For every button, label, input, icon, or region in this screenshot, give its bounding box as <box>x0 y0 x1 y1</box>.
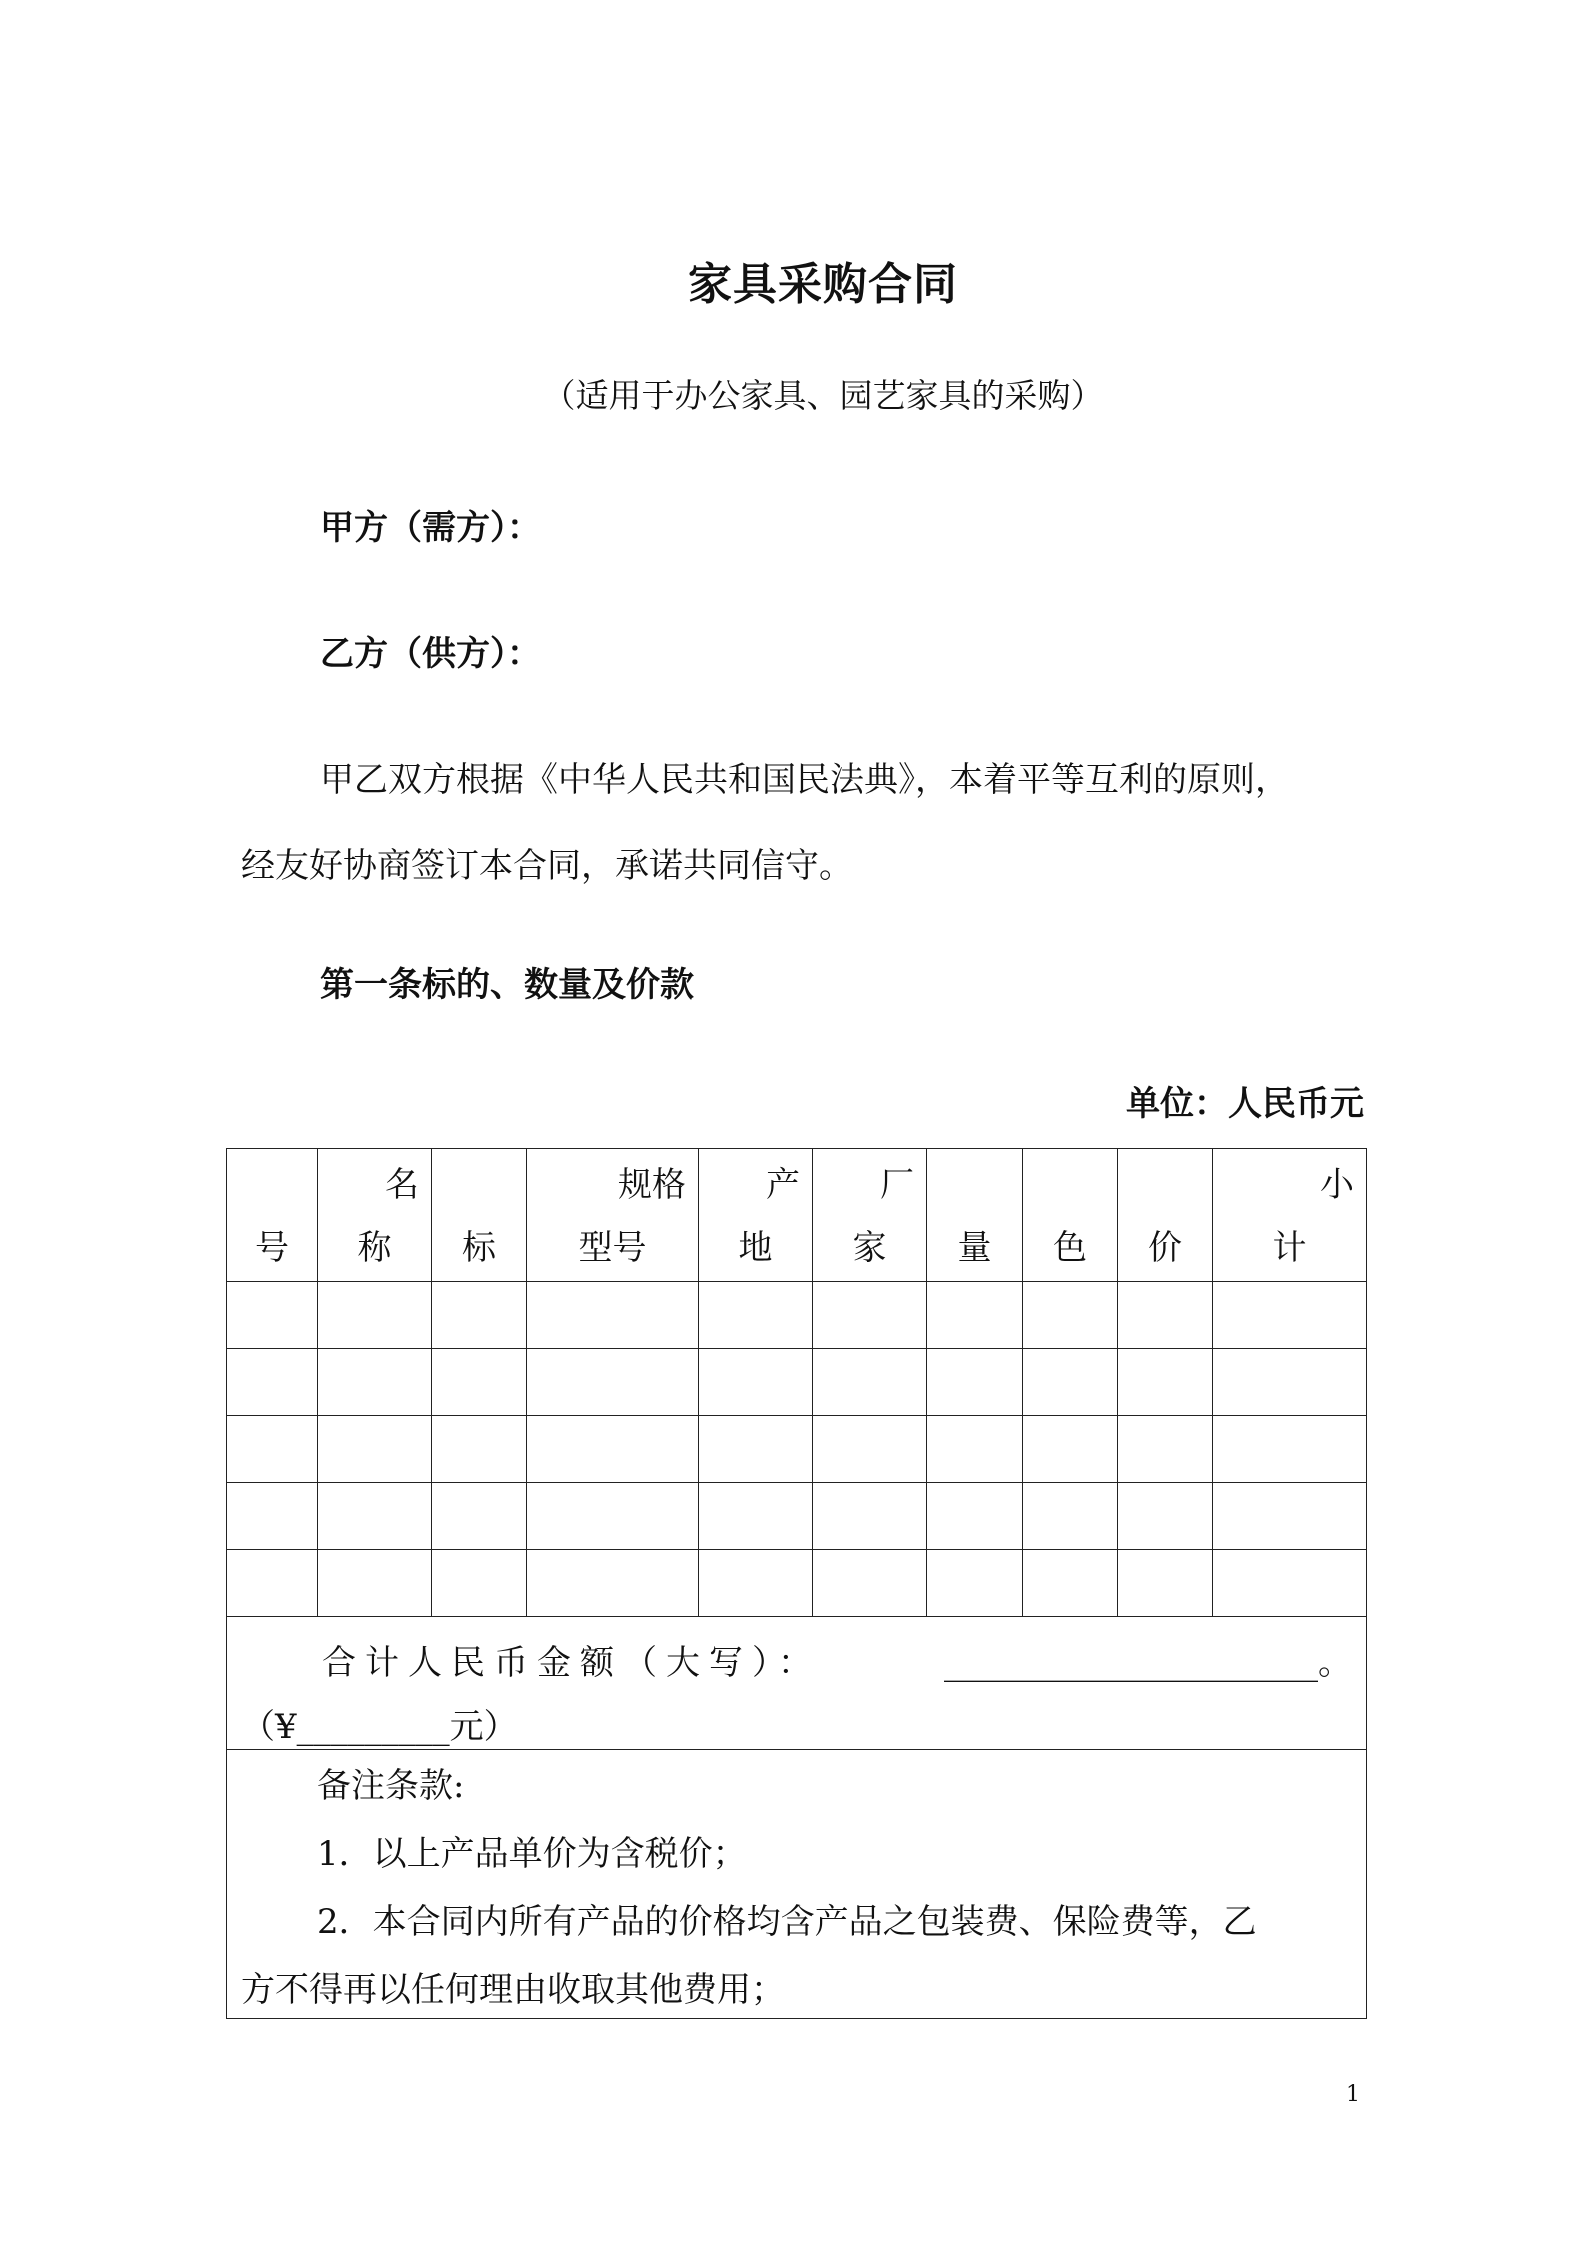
table-header-row <box>227 1149 1367 1282</box>
document-title: 家具采购合同 <box>688 259 958 310</box>
product-table <box>226 1148 1366 2019</box>
table-row <box>227 1349 1367 1416</box>
header-cell: 小 计 <box>1213 1149 1367 1282</box>
header-cell: 产 地 <box>699 1149 813 1282</box>
header-cell: 号 <box>227 1149 318 1282</box>
header-cell: 量 <box>927 1149 1023 1282</box>
total-amount-label: 合计人民币金额（大写）： <box>322 1643 821 1683</box>
header-cell: 色 <box>1023 1149 1118 1282</box>
header-cell: 规格 型号 <box>527 1149 699 1282</box>
table-row <box>227 1483 1367 1550</box>
total-amount-blank: ______________________。 <box>944 1643 1352 1683</box>
currency-unit: 单位：人民币元 <box>1126 1084 1364 1124</box>
page-number: 1 <box>1346 2082 1360 2107</box>
header-cell: 价 <box>1118 1149 1213 1282</box>
table-row <box>227 1282 1367 1349</box>
header-cell: 厂 家 <box>813 1149 927 1282</box>
table-row <box>227 1416 1367 1483</box>
document-subtitle: （适用于办公家具、园艺家具的采购） <box>542 376 1104 415</box>
remark-1: 1．以上产品单价为含税价； <box>317 1834 747 1874</box>
intro-line-2: 经友好协商签订本合同，承诺共同信守。 <box>241 846 853 886</box>
remarks-title: 备注条款: <box>317 1766 465 1806</box>
remark-2-line-2: 方不得再以任何理由收取其他费用； <box>241 1970 785 2010</box>
header-cell: 名 称 <box>318 1149 432 1282</box>
total-amount-figure: （¥_________元） <box>241 1707 518 1747</box>
party-a-label: 甲方（需方）： <box>320 508 541 548</box>
total-amount-row <box>227 1617 1367 1750</box>
remarks-row <box>227 1750 1367 2019</box>
article-1-heading: 第一条标的、数量及价款 <box>320 965 694 1005</box>
table-row <box>227 1550 1367 1617</box>
header-cell: 标 <box>432 1149 527 1282</box>
party-b-label: 乙方（供方）： <box>320 634 541 674</box>
intro-line-1: 甲乙双方根据《中华人民共和国民法典》，本着平等互利的原则， <box>320 760 1289 800</box>
remark-2-line-1: 2．本合同内所有产品的价格均含产品之包装费、保险费等，乙 <box>317 1902 1257 1942</box>
